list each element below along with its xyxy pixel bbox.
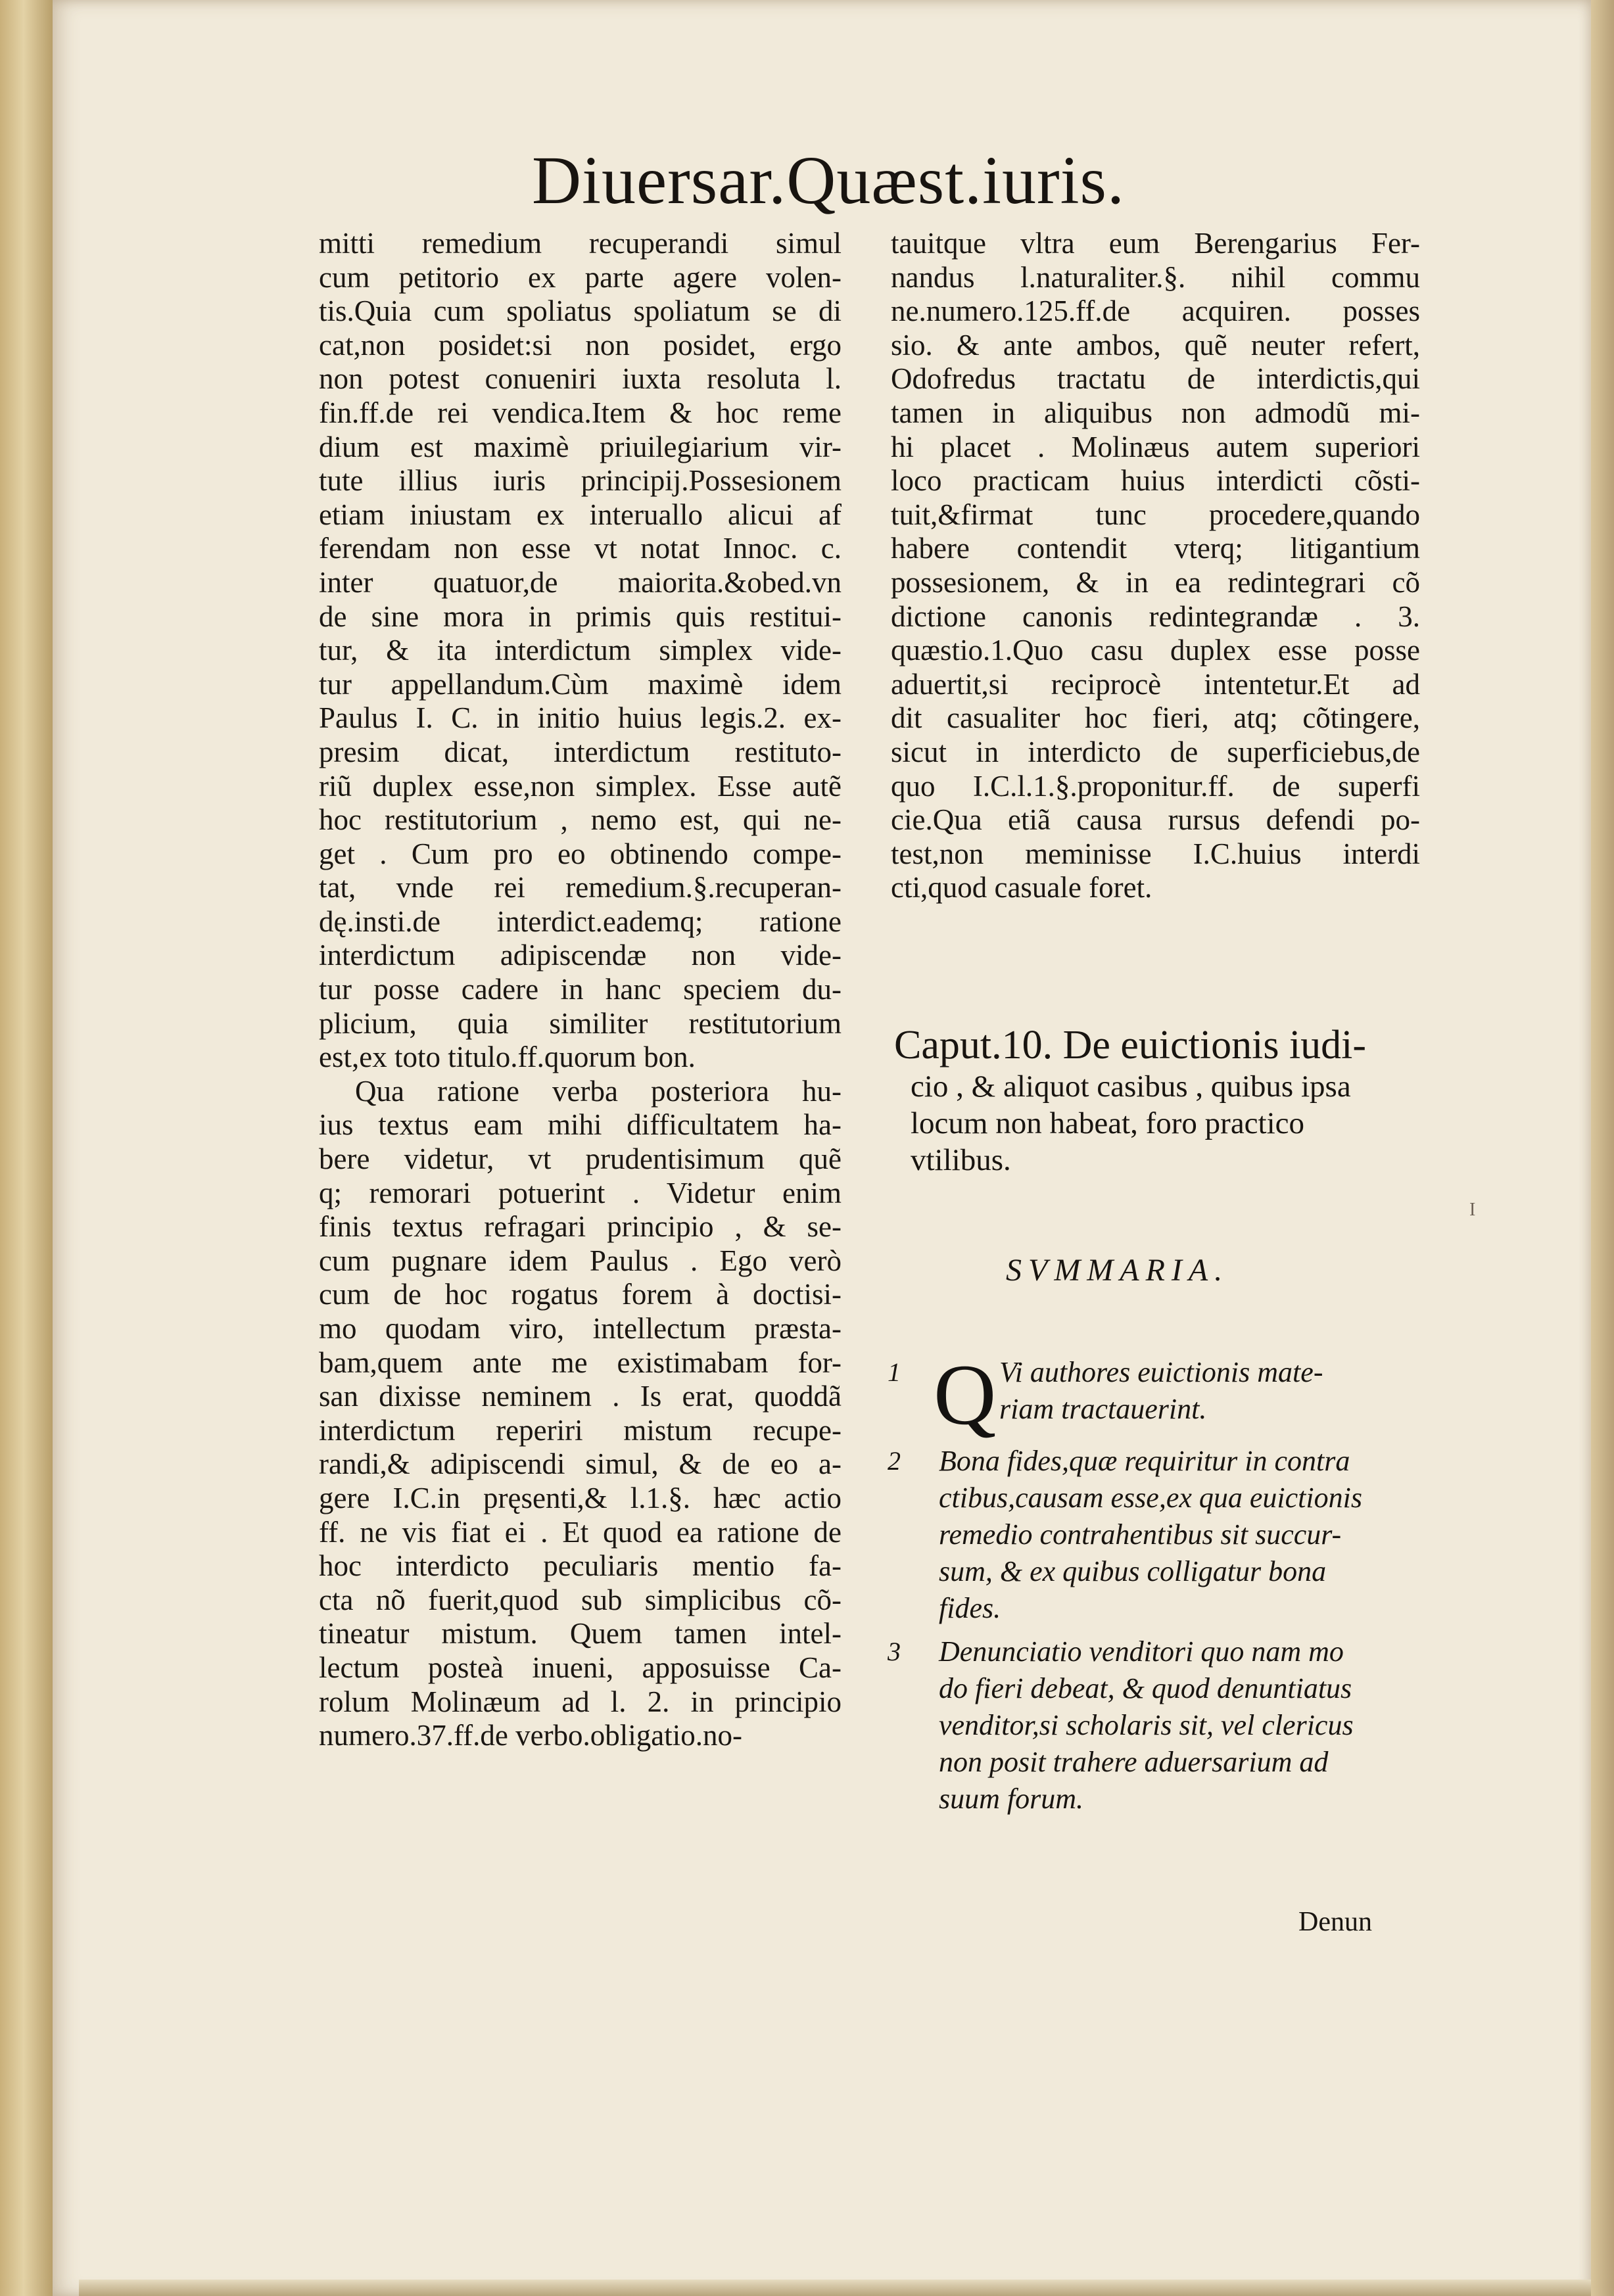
text-line: randi,& adipiscendi simul, & de eo a- — [319, 1447, 842, 1481]
chapter-heading-line: Caput.10. De euictionis iudi- — [894, 1023, 1367, 1067]
text-line: hi placet . Molinæus autem superiori — [891, 430, 1420, 463]
text-line: tuit,&firmat tunc procedere,quando — [891, 498, 1420, 531]
text-line: get . Cum pro eo obtinendo compe- — [319, 837, 842, 870]
text-line: interdictum reperiri mistum recupe- — [319, 1413, 842, 1447]
text-line: riũ duplex esse,non simplex. Esse autẽ — [319, 769, 842, 803]
text-line: ne.numero.125.ff.de acquiren. posses — [891, 294, 1420, 328]
text-line: cum petitorio ex parte agere volen- — [319, 260, 842, 294]
text-line: tamen in aliquibus non admodũ mi- — [891, 396, 1420, 429]
text-line: tur, & ita interdictum simplex vide- — [319, 634, 842, 667]
text-line: inter quatuor,de maiorita.&obed.vn — [319, 565, 842, 599]
text-line: cti,quod casuale foret. — [891, 871, 1152, 904]
text-line: quo I.C.l.1.§.proponitur.ff. de superfi — [891, 769, 1420, 803]
catchword: Denun — [1298, 1907, 1372, 1937]
text-line: tur appellandum.Cùm maximè idem — [319, 667, 842, 701]
summary-line: Vi authores euictionis mate- — [999, 1356, 1323, 1388]
summary-list — [888, 1341, 1413, 1817]
text-line: bam,quem ante me existimabam for- — [319, 1346, 842, 1379]
text-line: lectum posteà inueni, apposuisse Ca- — [319, 1651, 842, 1684]
text-line: tat, vnde rei remedium.§.recuperan- — [319, 871, 842, 904]
text-line: dit casualiter hoc fieri, atq; cõtingere, — [891, 701, 1420, 735]
summary-line: venditor,si scholaris sit, vel clericus — [939, 1709, 1354, 1741]
chapter-heading-line: cio , & aliquot casibus , quibus ipsa — [911, 1069, 1351, 1104]
text-line: de sine mora in primis quis restitui- — [319, 599, 842, 633]
summary-line: remedio contrahentibus sit succur- — [939, 1518, 1342, 1551]
text-line: possesionem, & in ea redintegrari cõ — [891, 565, 1420, 599]
text-line: interdictum adipiscendæ non vide- — [319, 939, 842, 972]
summary-item — [888, 1633, 1413, 1817]
summary-item-number: 1 — [888, 1357, 901, 1387]
text-line: san dixisse neminem . Is erat, quoddã — [319, 1380, 842, 1413]
text-line: finis textus refragari principio , & se- — [319, 1210, 842, 1244]
summary-line: non posit trahere aduersarium ad — [939, 1746, 1329, 1778]
text-line: cum pugnare idem Paulus . Ego verò — [319, 1244, 842, 1277]
text-line: presim dicat, interdictum restituto- — [319, 735, 842, 768]
text-line: aduertit,si reciprocè intentetur.Et ad — [891, 667, 1420, 701]
text-line: hoc restitutorium , nemo est, qui ne- — [319, 803, 842, 837]
chapter-heading — [894, 1022, 1420, 1179]
text-line: non potest conueniri iuxta resoluta l. — [319, 362, 842, 396]
text-line: tute illius iuris principij.Possesionem — [319, 464, 842, 498]
chapter-heading-line: locum non habeat, foro practico — [911, 1106, 1305, 1140]
text-line: Odofredus tractatu de interdictis,qui — [891, 362, 1420, 396]
text-line: test,non meminisse I.C.huius interdi — [891, 837, 1420, 870]
text-line: cum de hoc rogatus forem à doctisi- — [319, 1278, 842, 1311]
summary-item-number: 2 — [888, 1446, 901, 1476]
right-text-column — [891, 227, 1420, 905]
text-line: ferendam non esse vt notat Innoc. c. — [319, 532, 842, 565]
text-line: loco practicam huius interdicti cõsti- — [891, 464, 1420, 498]
running-head: Diuersar.Quæst.iuris. — [531, 143, 1126, 218]
summary-line: ctibus,causam esse,ex qua euictionis — [939, 1482, 1362, 1514]
summary-line: sum, & ex quibus colligatur bona — [939, 1555, 1327, 1587]
text-line: fin.ff.de rei vendica.Item & hoc reme — [319, 396, 842, 429]
text-line: mitti remedium recuperandi simul — [319, 227, 842, 260]
text-line: hoc interdicto peculiaris mentio fa- — [319, 1549, 842, 1583]
text-line: tineatur mistum. Quem tamen intel- — [319, 1617, 842, 1651]
text-line: plicium, quia similiter restitutorium — [319, 1006, 842, 1040]
text-line: dę.insti.de interdict.eademq; ratione — [319, 904, 842, 938]
summary-line: do fieri debeat, & quod denuntiatus — [939, 1672, 1352, 1704]
text-line: est,ex toto titulo.ff.quorum bon. — [319, 1041, 696, 1074]
text-line: nandus l.naturaliter.§. nihil commu — [891, 260, 1420, 294]
text-line: tauitque vltra eum Berengarius Fer- — [891, 227, 1420, 260]
text-line: sio. & ante ambos, quẽ neuter refert, — [891, 328, 1420, 362]
summary-line: riam tractauerint. — [999, 1393, 1207, 1425]
text-line: numero.37.ff.de verbo.obligatio.no- — [319, 1719, 743, 1752]
text-line: dictione canonis redintegrandæ . 3. — [891, 599, 1420, 633]
left-text-column — [319, 227, 842, 1753]
summary-item — [888, 1443, 1413, 1627]
text-line: ius textus eam mihi difficultatem ha- — [319, 1108, 842, 1142]
text-line: sicut in interdicto de superficiebus,de — [891, 735, 1420, 768]
text-line: etiam iniustam ex interuallo alicui af — [319, 498, 842, 531]
summary-line: Bona fides,quæ requiritur in contra — [939, 1445, 1350, 1477]
text-line: ff. ne vis fiat ei . Et quod ea ratione de — [319, 1515, 842, 1549]
text-line: Qua ratione verba posteriora hu- — [355, 1074, 842, 1108]
text-line: quæstio.1.Quo casu duplex esse posse — [891, 634, 1420, 667]
summary-item-number: 3 — [888, 1637, 901, 1666]
summary-line: Denunciatio venditori quo nam mo — [939, 1635, 1344, 1668]
summaria-heading: SVMMARIA. — [1006, 1253, 1229, 1288]
summary-item — [888, 1346, 1413, 1443]
text-line: q; remorari potuerint . Videtur enim — [319, 1176, 842, 1209]
text-line: dium est maximè priuilegiarium vir- — [319, 430, 842, 463]
text-line: mo quodam viro, intellectum præsta- — [319, 1312, 842, 1345]
drop-capital: Q — [934, 1346, 997, 1443]
text-line: tis.Quia cum spoliatus spoliatum se di — [319, 294, 842, 328]
summary-line: fides. — [939, 1592, 1001, 1624]
chapter-heading-line: vtilibus. — [911, 1143, 1011, 1177]
summary-line: suum forum. — [939, 1783, 1084, 1815]
text-line: habere contendit vterq; litigantium — [891, 532, 1420, 565]
text-line: gere I.C.in pręsenti,& l.1.§. hæc actio — [319, 1481, 842, 1514]
book-gutter — [0, 0, 53, 2296]
text-line: cat,non posidet:si non posidet, ergo — [319, 328, 842, 362]
text-line: bere videtur, vt prudentisimum quẽ — [319, 1142, 842, 1176]
page-fore-edge — [1591, 0, 1614, 2296]
margin-mark: I — [1469, 1200, 1476, 1220]
text-line: cie.Qua etiã causa rursus defendi po- — [891, 803, 1420, 837]
text-line: tur posse cadere in hanc speciem du- — [319, 973, 842, 1006]
text-line: Paulus I. C. in initio huius legis.2. ex- — [319, 701, 842, 735]
text-line: rolum Molinæum ad l. 2. in principio — [319, 1685, 842, 1718]
page-bottom-edge — [79, 2280, 1591, 2296]
text-line: cta nõ fuerit,quod sub simplicibus cõ- — [319, 1583, 842, 1616]
